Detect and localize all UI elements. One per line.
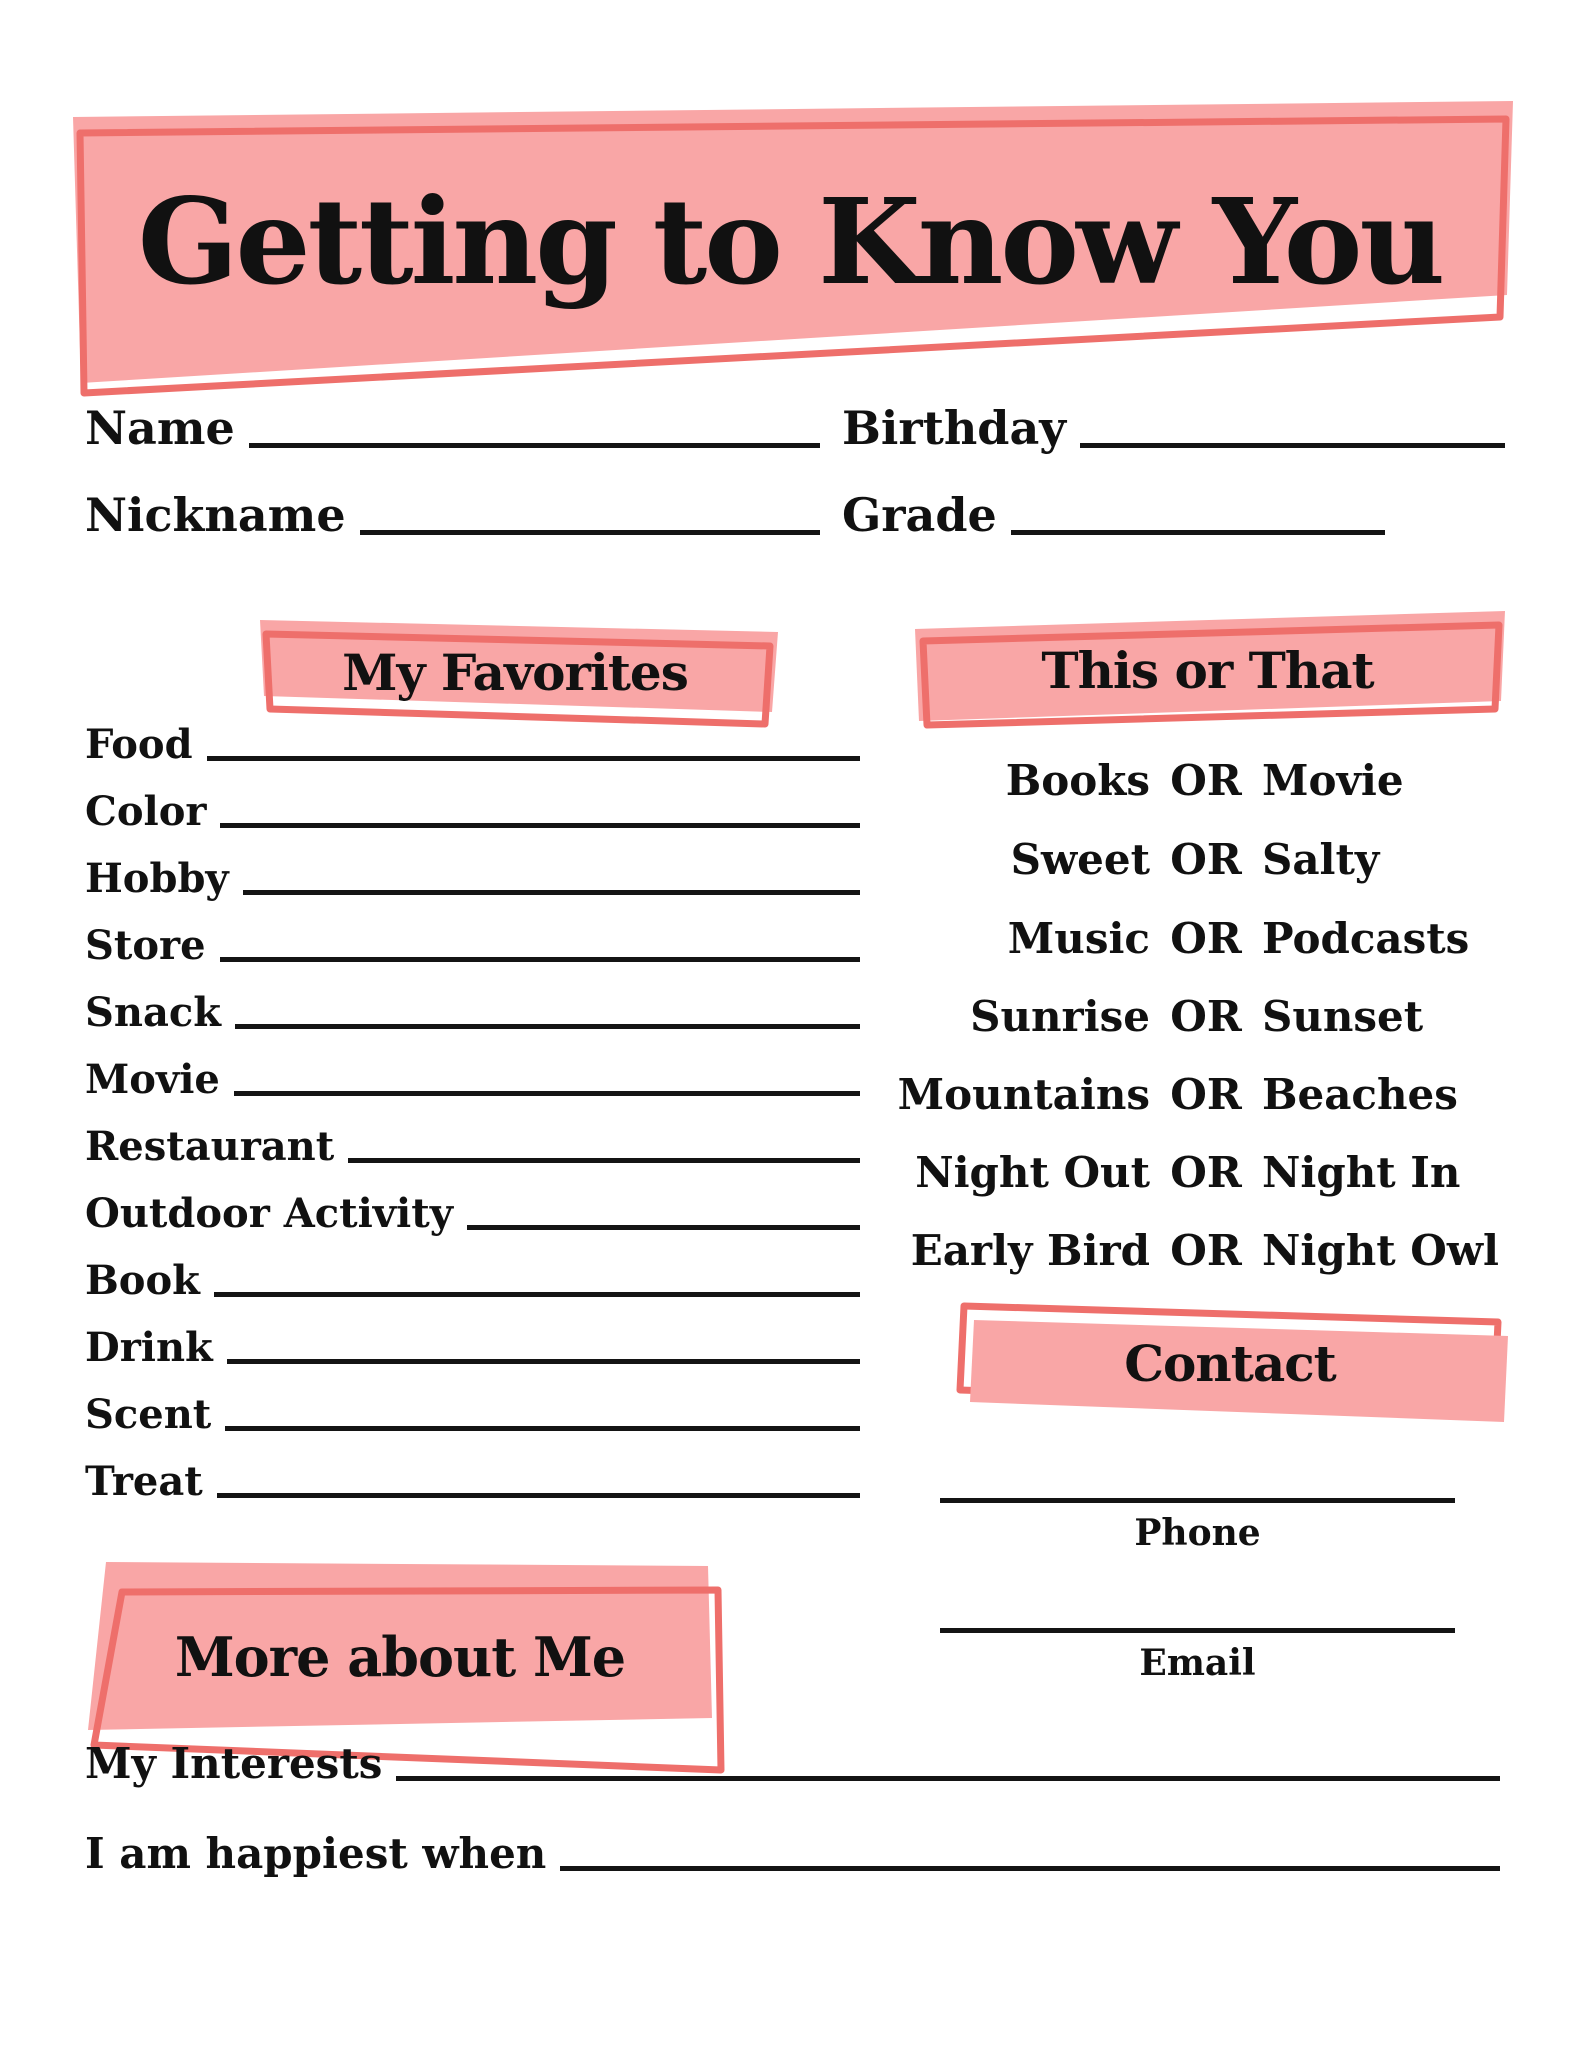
tot-row-mountains-beaches [880, 1066, 1530, 1122]
happiest-row [85, 1830, 1500, 1878]
favorite-line[interactable] [214, 1292, 860, 1297]
happiest-label: I am happiest when [85, 1829, 547, 1878]
favorite-label: Hobby [85, 855, 229, 902]
tot-row-music-podcasts [880, 910, 1530, 966]
tot-left-option[interactable]: Music [1007, 913, 1150, 963]
tot-left-option[interactable]: Night Out [915, 1147, 1150, 1197]
favorite-line[interactable] [243, 890, 860, 895]
favorite-row-restaurant [85, 1124, 860, 1170]
favorite-line[interactable] [235, 1024, 860, 1029]
tot-right-option[interactable]: Sunset [1262, 991, 1424, 1041]
favorite-row-drink [85, 1325, 860, 1371]
favorite-label: Food [85, 721, 193, 768]
tot-right-option[interactable]: Beaches [1262, 1069, 1458, 1119]
tot-or-label: OR [1170, 913, 1242, 963]
phone-label: Phone [1134, 1512, 1261, 1554]
favorite-row-store [85, 923, 860, 969]
favorite-row-hobby [85, 856, 860, 902]
name-line[interactable] [249, 443, 820, 448]
favorite-label: Outdoor Activity [85, 1190, 453, 1237]
favorite-row-food [85, 722, 860, 768]
tot-row-sweet-salty [880, 831, 1530, 887]
tot-left-option[interactable]: Sunrise [970, 991, 1150, 1041]
tot-left-option[interactable]: Mountains [897, 1069, 1150, 1119]
favorite-row-book [85, 1258, 860, 1304]
name-label: Name [85, 401, 235, 455]
tot-right-option[interactable]: Night In [1262, 1147, 1461, 1197]
favorite-label: Treat [85, 1458, 203, 1505]
favorite-label: Scent [85, 1391, 212, 1438]
grade-field-row [842, 489, 1385, 542]
favorite-label: Drink [85, 1324, 213, 1371]
tot-or-label: OR [1170, 1225, 1242, 1275]
nickname-field-row [85, 489, 820, 542]
tot-right-option[interactable]: Movie [1262, 755, 1404, 805]
this-or-that-heading-banner [905, 605, 1510, 735]
favorite-row-snack [85, 990, 860, 1036]
tot-or-label: OR [1170, 755, 1242, 805]
grade-label: Grade [842, 488, 997, 542]
grade-line[interactable] [1011, 530, 1385, 535]
more-about-me-heading: More about Me [174, 1624, 626, 1689]
tot-or-label: OR [1170, 1069, 1242, 1119]
tot-or-label: OR [1170, 1147, 1242, 1197]
birthday-line[interactable] [1080, 443, 1505, 448]
favorite-label: Snack [85, 989, 221, 1036]
favorite-row-treat [85, 1459, 860, 1505]
tot-row-nightout-nightin [880, 1144, 1530, 1200]
email-label: Email [1139, 1642, 1256, 1684]
this-or-that-heading: This or That [1041, 640, 1374, 700]
favorite-line[interactable] [220, 957, 860, 962]
page-title: Getting to Know You [137, 171, 1443, 311]
tot-left-option[interactable]: Sweet [1010, 834, 1150, 884]
favorite-line[interactable] [467, 1225, 860, 1230]
favorite-label: Color [85, 788, 207, 835]
birthday-label: Birthday [842, 401, 1066, 455]
favorite-row-scent [85, 1392, 860, 1438]
tot-row-books-movie [880, 752, 1530, 808]
tot-row-sunrise-sunset [880, 988, 1530, 1044]
favorite-row-movie [85, 1057, 860, 1103]
favorite-row-outdoor-activity [85, 1191, 860, 1237]
email-line[interactable] [940, 1628, 1455, 1633]
favorites-heading-banner [250, 612, 780, 732]
favorite-line[interactable] [220, 823, 860, 828]
tot-right-option[interactable]: Night Owl [1262, 1225, 1499, 1275]
favorite-label: Movie [85, 1056, 220, 1103]
favorite-label: Store [85, 922, 206, 969]
favorite-label: Book [85, 1257, 200, 1304]
tot-right-option[interactable]: Salty [1262, 834, 1380, 884]
birthday-field-row [842, 402, 1505, 455]
contact-heading: Contact [1124, 1333, 1336, 1393]
contact-heading-banner [950, 1298, 1510, 1428]
tot-or-label: OR [1170, 991, 1242, 1041]
tot-left-option[interactable]: Books [1005, 755, 1150, 805]
favorite-label: Restaurant [85, 1123, 335, 1170]
favorite-line[interactable] [227, 1359, 860, 1364]
tot-left-option[interactable]: Early Bird [910, 1225, 1150, 1275]
phone-line[interactable] [940, 1498, 1455, 1503]
favorites-heading: My Favorites [342, 642, 688, 702]
interests-label: My Interests [85, 1739, 383, 1788]
favorite-line[interactable] [207, 756, 860, 761]
favorite-row-color [85, 789, 860, 835]
favorite-line[interactable] [234, 1091, 860, 1096]
happiest-line[interactable] [560, 1866, 1500, 1871]
interests-line[interactable] [396, 1776, 1500, 1781]
nickname-line[interactable] [360, 530, 820, 535]
favorite-line[interactable] [225, 1426, 860, 1431]
title-banner [65, 95, 1515, 415]
nickname-label: Nickname [85, 488, 346, 542]
tot-right-option[interactable]: Podcasts [1262, 913, 1470, 963]
tot-or-label: OR [1170, 834, 1242, 884]
interests-row [85, 1740, 1500, 1788]
favorite-line[interactable] [217, 1493, 860, 1498]
name-field-row [85, 402, 820, 455]
tot-row-earlybird-nightowl [880, 1222, 1530, 1278]
favorite-line[interactable] [348, 1158, 860, 1163]
